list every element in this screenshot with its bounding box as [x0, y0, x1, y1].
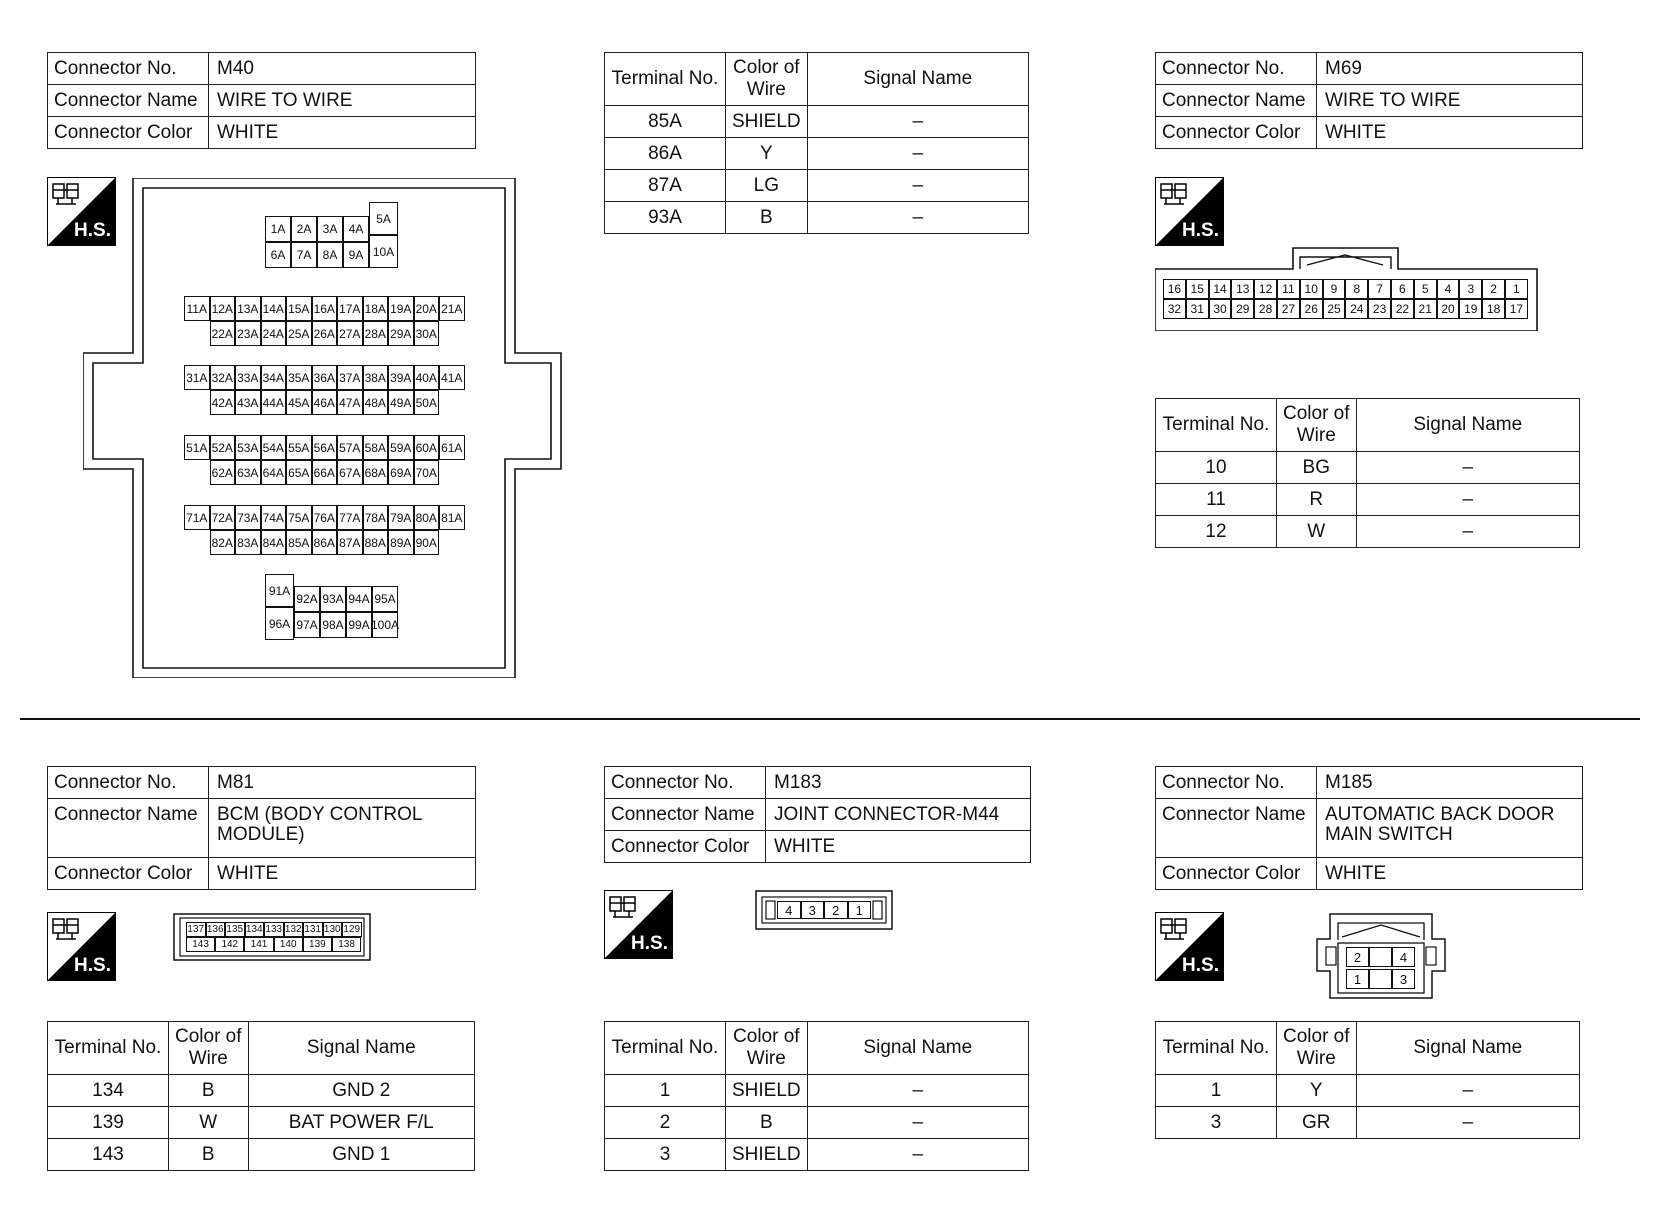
- table-row: 143 B GND 1: [48, 1139, 475, 1171]
- terminal-pin: 29A: [388, 321, 414, 346]
- terminal-pin: 66A: [312, 460, 338, 485]
- terminal-pin: 3: [1459, 279, 1482, 299]
- terminal-no-header: Terminal No.: [1156, 1022, 1277, 1075]
- color-of-wire-header: Color of Wire: [169, 1022, 249, 1075]
- terminal-pin: 34A: [261, 365, 287, 390]
- terminal-pin: [1369, 947, 1392, 967]
- terminal-pin: 85A: [286, 530, 312, 555]
- terminal-pin: 23A: [235, 321, 261, 346]
- terminal-pin: 75A: [286, 505, 312, 530]
- signal-name-header: Signal Name: [807, 1022, 1028, 1075]
- terminal-pin: 2: [1482, 279, 1505, 299]
- terminal-pin: 19A: [388, 296, 414, 321]
- terminal-pin: 89A: [388, 530, 414, 555]
- terminal-pin: 46A: [312, 390, 338, 415]
- terminal-pin: 8: [1345, 279, 1368, 299]
- harness-side-icon: H.S.: [47, 177, 116, 246]
- m185-terminal-table: [1155, 1021, 1580, 1139]
- terminal-pin: 30: [1209, 299, 1232, 319]
- terminal-pin: 94A: [346, 586, 372, 612]
- terminal-pin: 30A: [414, 321, 440, 346]
- terminal-pin: 67A: [337, 460, 363, 485]
- terminal-pin: 3A: [317, 216, 343, 242]
- terminal-pin: 63A: [235, 460, 261, 485]
- terminal-pin: 142: [215, 937, 244, 952]
- m183-terminal-table: [604, 1021, 1029, 1171]
- m183-connector-no: M183: [766, 767, 1031, 799]
- terminal-pin: 80A: [414, 505, 440, 530]
- m185-connector-diagram: [1316, 913, 1446, 999]
- terminal-pin: 71A: [184, 505, 210, 530]
- terminal-pin: 132: [284, 922, 304, 937]
- terminal-pin: 48A: [363, 390, 389, 415]
- connector-color-label: Connector Color: [1156, 858, 1317, 890]
- terminal-pin: 4: [1392, 947, 1415, 967]
- m185-connector-color: WHITE: [1317, 858, 1583, 890]
- m69-connector-info: [1155, 52, 1583, 149]
- terminal-pin: 91A: [265, 574, 294, 607]
- terminal-pin: 25A: [286, 321, 312, 346]
- terminal-pin: 129: [342, 922, 362, 937]
- terminal-pin: 100A: [372, 612, 398, 638]
- m40-pin-grid: [83, 178, 563, 678]
- m81-connector-diagram: [173, 913, 371, 961]
- terminal-pin: 17A: [337, 296, 363, 321]
- terminal-pin: 20A: [414, 296, 440, 321]
- terminal-pin: 58A: [363, 435, 389, 460]
- table-row: 86A Y –: [605, 138, 1029, 170]
- terminal-no-header: Terminal No.: [605, 1022, 726, 1075]
- terminal-pin: 57A: [337, 435, 363, 460]
- signal-name-header: Signal Name: [1356, 1022, 1579, 1075]
- terminal-pin: 19: [1459, 299, 1482, 319]
- signal-name-header: Signal Name: [248, 1022, 474, 1075]
- terminal-pin: 2: [824, 901, 848, 919]
- m183-connector-color: WHITE: [766, 831, 1031, 863]
- terminal-pin: 84A: [261, 530, 287, 555]
- terminal-pin: 95A: [372, 586, 398, 612]
- table-row: 139 W BAT POWER F/L: [48, 1107, 475, 1139]
- terminal-pin: 13A: [235, 296, 261, 321]
- terminal-pin: 2: [1346, 947, 1369, 967]
- terminal-pin: 38A: [363, 365, 389, 390]
- m40-connector-no: M40: [209, 53, 476, 85]
- terminal-pin: 131: [303, 922, 323, 937]
- connector-no-label: Connector No.: [1156, 767, 1317, 799]
- color-of-wire-header: Color of Wire: [726, 1022, 808, 1075]
- terminal-pin: 133: [264, 922, 284, 937]
- terminal-pin: 49A: [388, 390, 414, 415]
- m40-connector-color: WHITE: [209, 117, 476, 149]
- terminal-pin: 65A: [286, 460, 312, 485]
- connector-name-label: Connector Name: [1156, 85, 1317, 117]
- terminal-pin: 1: [1505, 279, 1528, 299]
- terminal-pin: 51A: [184, 435, 210, 460]
- terminal-pin: 27A: [337, 321, 363, 346]
- terminal-pin: 23: [1368, 299, 1391, 319]
- terminal-pin: 2A: [291, 216, 317, 242]
- terminal-pin: 130: [323, 922, 343, 937]
- connector-color-label: Connector Color: [48, 117, 209, 149]
- terminal-pin: 4: [1437, 279, 1460, 299]
- terminal-pin: 139: [303, 937, 332, 952]
- terminal-pin: 39A: [388, 365, 414, 390]
- terminal-pin: 143: [186, 937, 215, 952]
- m183-connector-diagram: [755, 890, 893, 930]
- terminal-pin: 90A: [414, 530, 440, 555]
- terminal-no-header: Terminal No.: [1156, 399, 1277, 452]
- terminal-pin: 72A: [210, 505, 236, 530]
- m69-terminal-table: [1155, 398, 1580, 548]
- m69-connector-no: M69: [1317, 53, 1583, 85]
- terminal-pin: 18A: [363, 296, 389, 321]
- section-divider: [20, 718, 1640, 720]
- terminal-pin: 21A: [439, 296, 465, 321]
- terminal-pin: 1: [848, 901, 872, 919]
- terminal-pin: 55A: [286, 435, 312, 460]
- terminal-pin: 4A: [343, 216, 369, 242]
- m185-connector-name: AUTOMATIC BACK DOOR MAIN SWITCH: [1317, 799, 1583, 858]
- table-row: 134 B GND 2: [48, 1075, 475, 1107]
- connector-color-label: Connector Color: [605, 831, 766, 863]
- terminal-pin: 50A: [414, 390, 440, 415]
- connector-color-label: Connector Color: [1156, 117, 1317, 149]
- terminal-pin: 22: [1391, 299, 1414, 319]
- m81-connector-no: M81: [209, 767, 476, 799]
- terminal-pin: 3: [801, 901, 825, 919]
- terminal-pin: 138: [332, 937, 361, 952]
- table-row: 2 B –: [605, 1107, 1029, 1139]
- terminal-pin: 11: [1277, 279, 1300, 299]
- m81-connector-color: WHITE: [209, 858, 476, 890]
- table-row: 3 GR –: [1156, 1107, 1580, 1139]
- terminal-pin: 10: [1300, 279, 1323, 299]
- terminal-pin: 35A: [286, 365, 312, 390]
- table-row: 87A LG –: [605, 170, 1029, 202]
- terminal-pin: 141: [244, 937, 273, 952]
- terminal-no-header: Terminal No.: [605, 53, 726, 106]
- m40-connector-info: [47, 52, 476, 149]
- terminal-pin: 62A: [210, 460, 236, 485]
- terminal-pin: 20: [1437, 299, 1460, 319]
- terminal-pin: 11A: [184, 296, 210, 321]
- terminal-pin: 9A: [343, 242, 369, 268]
- terminal-pin: 27: [1277, 299, 1300, 319]
- terminal-pin: 5A: [369, 202, 398, 235]
- terminal-pin: 42A: [210, 390, 236, 415]
- terminal-pin: 137: [186, 922, 206, 937]
- connector-name-label: Connector Name: [48, 85, 209, 117]
- terminal-pin: 88A: [363, 530, 389, 555]
- terminal-pin: 12A: [210, 296, 236, 321]
- terminal-pin: 1: [1346, 969, 1369, 989]
- color-of-wire-header: Color of Wire: [1277, 399, 1357, 452]
- terminal-pin: 29: [1231, 299, 1254, 319]
- terminal-pin: 25: [1323, 299, 1346, 319]
- terminal-pin: 33A: [235, 365, 261, 390]
- terminal-pin: 134: [245, 922, 265, 937]
- terminal-pin: 96A: [265, 607, 294, 640]
- connector-no-label: Connector No.: [605, 767, 766, 799]
- terminal-pin: 86A: [312, 530, 338, 555]
- terminal-pin: 8A: [317, 242, 343, 268]
- harness-side-icon: H.S.: [604, 890, 673, 959]
- terminal-pin: 87A: [337, 530, 363, 555]
- table-row: 11 R –: [1156, 484, 1580, 516]
- terminal-pin: 28: [1254, 299, 1277, 319]
- terminal-pin: 93A: [320, 586, 346, 612]
- terminal-pin: 1A: [265, 216, 291, 242]
- terminal-pin: 32A: [210, 365, 236, 390]
- terminal-pin: 40A: [414, 365, 440, 390]
- terminal-pin: 61A: [439, 435, 465, 460]
- terminal-pin: 36A: [312, 365, 338, 390]
- terminal-pin: 28A: [363, 321, 389, 346]
- color-of-wire-header: Color of Wire: [1277, 1022, 1357, 1075]
- m185-pin-grid: [1316, 913, 1446, 999]
- table-row: 93A B –: [605, 202, 1029, 234]
- terminal-pin: 17: [1505, 299, 1528, 319]
- terminal-pin: 53A: [235, 435, 261, 460]
- terminal-pin: 98A: [320, 612, 346, 638]
- terminal-pin: 32: [1163, 299, 1186, 319]
- table-row: 12 W –: [1156, 516, 1580, 548]
- terminal-pin: 24A: [261, 321, 287, 346]
- terminal-pin: 16: [1163, 279, 1186, 299]
- signal-name-header: Signal Name: [1356, 399, 1579, 452]
- terminal-pin: 47A: [337, 390, 363, 415]
- terminal-pin: 14A: [261, 296, 287, 321]
- terminal-pin: 6: [1391, 279, 1414, 299]
- terminal-pin: 10A: [369, 235, 398, 268]
- m69-connector-name: WIRE TO WIRE: [1317, 85, 1583, 117]
- terminal-pin: 6A: [265, 242, 291, 268]
- terminal-pin: 45A: [286, 390, 312, 415]
- terminal-pin: 92A: [294, 586, 320, 612]
- m69-connector-diagram: [1155, 247, 1539, 331]
- terminal-pin: 135: [225, 922, 245, 937]
- terminal-pin: 52A: [210, 435, 236, 460]
- terminal-pin: 18: [1482, 299, 1505, 319]
- terminal-pin: 16A: [312, 296, 338, 321]
- terminal-pin: 78A: [363, 505, 389, 530]
- terminal-pin: [1369, 969, 1392, 989]
- terminal-pin: 9: [1323, 279, 1346, 299]
- signal-name-header: Signal Name: [807, 53, 1028, 106]
- terminal-pin: 79A: [388, 505, 414, 530]
- connector-no-label: Connector No.: [48, 767, 209, 799]
- terminal-pin: 82A: [210, 530, 236, 555]
- terminal-pin: 99A: [346, 612, 372, 638]
- terminal-no-header: Terminal No.: [48, 1022, 169, 1075]
- terminal-pin: 60A: [414, 435, 440, 460]
- terminal-pin: 77A: [337, 505, 363, 530]
- terminal-pin: 7A: [291, 242, 317, 268]
- harness-side-icon: H.S.: [1155, 912, 1224, 981]
- table-row: 85A SHIELD –: [605, 106, 1029, 138]
- m81-terminal-table: [47, 1021, 475, 1171]
- terminal-pin: 3: [1392, 969, 1415, 989]
- m183-pin-grid: [755, 890, 893, 930]
- m40-connector-diagram: [83, 178, 563, 678]
- terminal-pin: 5: [1414, 279, 1437, 299]
- m185-connector-info: [1155, 766, 1583, 890]
- terminal-pin: 26A: [312, 321, 338, 346]
- terminal-pin: 12: [1254, 279, 1277, 299]
- terminal-pin: 74A: [261, 505, 287, 530]
- m69-connector-color: WHITE: [1317, 117, 1583, 149]
- connector-name-label: Connector Name: [48, 799, 209, 858]
- connector-name-label: Connector Name: [1156, 799, 1317, 858]
- terminal-pin: 41A: [439, 365, 465, 390]
- terminal-pin: 140: [274, 937, 303, 952]
- table-row: 1 Y –: [1156, 1075, 1580, 1107]
- m183-connector-name: JOINT CONNECTOR-M44: [766, 799, 1031, 831]
- terminal-pin: 26: [1300, 299, 1323, 319]
- terminal-pin: 69A: [388, 460, 414, 485]
- harness-side-icon: H.S.: [47, 912, 116, 981]
- terminal-pin: 70A: [414, 460, 440, 485]
- m185-connector-no: M185: [1317, 767, 1583, 799]
- terminal-pin: 15A: [286, 296, 312, 321]
- terminal-pin: 22A: [210, 321, 236, 346]
- color-of-wire-header: Color of Wire: [726, 53, 808, 106]
- terminal-pin: 37A: [337, 365, 363, 390]
- terminal-pin: 4: [777, 901, 801, 919]
- terminal-pin: 31: [1186, 299, 1209, 319]
- terminal-pin: 97A: [294, 612, 320, 638]
- terminal-pin: 31A: [184, 365, 210, 390]
- m40-terminal-table: [604, 52, 1029, 234]
- terminal-pin: 68A: [363, 460, 389, 485]
- terminal-pin: 56A: [312, 435, 338, 460]
- m81-connector-name: BCM (BODY CONTROL MODULE): [209, 799, 476, 858]
- harness-side-icon: H.S.: [1155, 177, 1224, 246]
- table-row: 3 SHIELD –: [605, 1139, 1029, 1171]
- connector-no-label: Connector No.: [48, 53, 209, 85]
- terminal-pin: 13: [1231, 279, 1254, 299]
- terminal-pin: 54A: [261, 435, 287, 460]
- m81-pin-grid: [173, 913, 371, 961]
- terminal-pin: 76A: [312, 505, 338, 530]
- terminal-pin: 64A: [261, 460, 287, 485]
- terminal-pin: 24: [1345, 299, 1368, 319]
- terminal-pin: 59A: [388, 435, 414, 460]
- terminal-pin: 43A: [235, 390, 261, 415]
- terminal-pin: 44A: [261, 390, 287, 415]
- connector-name-label: Connector Name: [605, 799, 766, 831]
- terminal-pin: 83A: [235, 530, 261, 555]
- terminal-pin: 14: [1209, 279, 1232, 299]
- m81-connector-info: [47, 766, 476, 890]
- connector-no-label: Connector No.: [1156, 53, 1317, 85]
- terminal-pin: 81A: [439, 505, 465, 530]
- m40-connector-name: WIRE TO WIRE: [209, 85, 476, 117]
- m69-pin-grid: [1155, 247, 1539, 331]
- table-row: 10 BG –: [1156, 452, 1580, 484]
- terminal-pin: 15: [1186, 279, 1209, 299]
- terminal-pin: 136: [206, 922, 226, 937]
- terminal-pin: 21: [1414, 299, 1437, 319]
- m183-connector-info: [604, 766, 1031, 863]
- connector-color-label: Connector Color: [48, 858, 209, 890]
- terminal-pin: 73A: [235, 505, 261, 530]
- terminal-pin: 7: [1368, 279, 1391, 299]
- table-row: 1 SHIELD –: [605, 1075, 1029, 1107]
